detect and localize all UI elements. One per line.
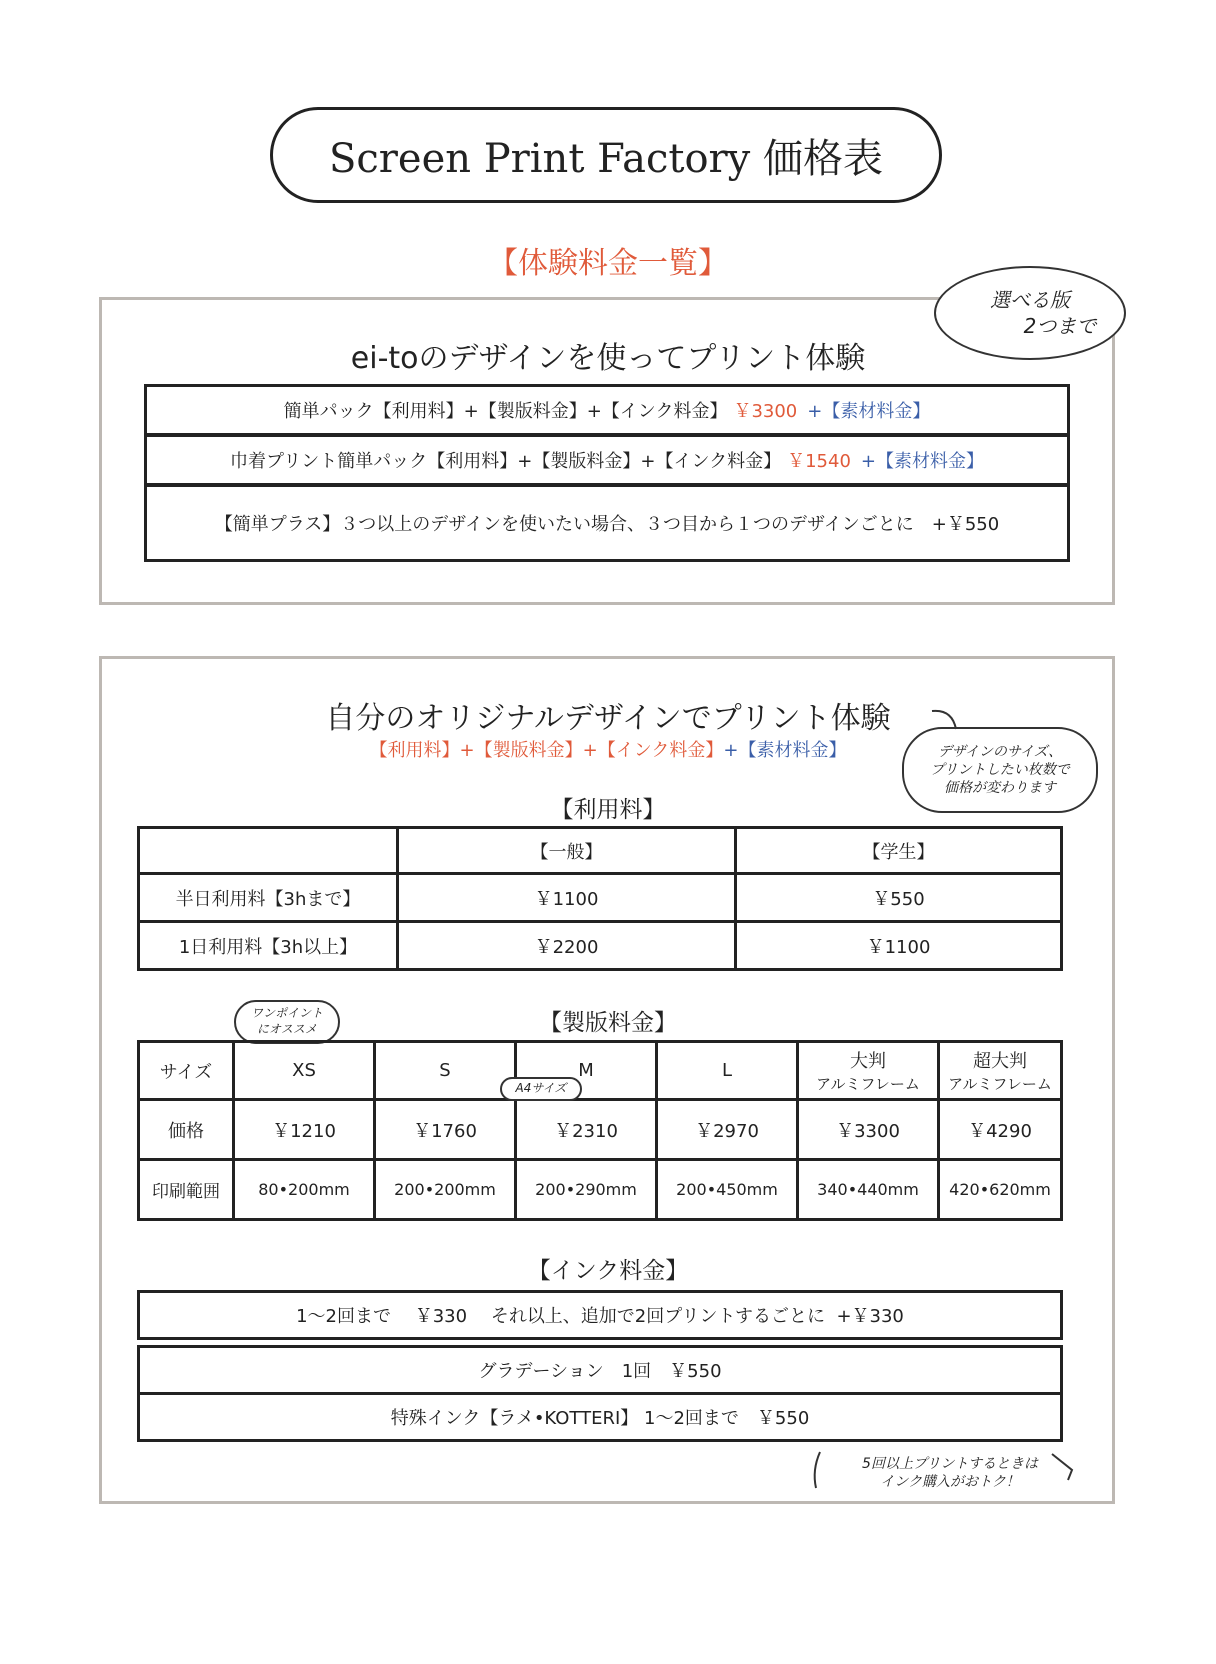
easy-pack-material: +【素材料金】 bbox=[807, 401, 931, 422]
note-select-plates-line2: 2つまで bbox=[1023, 314, 1097, 338]
note-price-varies-line2: プリントしたい枚数で bbox=[930, 761, 1070, 778]
plate-price-cell: ￥1210 bbox=[234, 1100, 375, 1160]
bubble-one-point bbox=[234, 1000, 340, 1044]
easy-plus-row bbox=[144, 484, 1070, 562]
ink-row-special bbox=[137, 1392, 1063, 1442]
usage-corner-cell bbox=[139, 828, 398, 874]
plate-heading: 【製版料金】 bbox=[539, 1010, 677, 1036]
plate-range-row bbox=[139, 1160, 1062, 1220]
panel1-heading: ei-toのデザインを使ってプリント体験 bbox=[350, 341, 866, 376]
plate-range-cell: 200•200mm bbox=[375, 1160, 516, 1220]
plate-range-cell: 200•450mm bbox=[657, 1160, 798, 1220]
plate-size-l: L bbox=[657, 1042, 798, 1100]
table-row bbox=[139, 922, 1062, 970]
plate-size-large-label: 大判 bbox=[850, 1051, 886, 1072]
plate-table bbox=[137, 1040, 1063, 1221]
usage-general-price: ￥2200 bbox=[398, 922, 736, 970]
usage-heading: 【利用料】 bbox=[550, 797, 666, 823]
note-arrow-icon bbox=[930, 707, 960, 733]
plate-size-large-sub: アルミフレーム bbox=[816, 1075, 920, 1093]
plate-size-m: M bbox=[516, 1042, 657, 1100]
easy-pack-label: 簡単パック【利用料】+【製版料金】+【インク料金】 bbox=[283, 401, 728, 422]
plate-range-cell: 80•200mm bbox=[234, 1160, 375, 1220]
ink-row-basic bbox=[137, 1290, 1063, 1340]
bubble-a4-size bbox=[500, 1077, 582, 1101]
plate-row-label: 印刷範囲 bbox=[139, 1160, 234, 1220]
kinchaku-pack-row bbox=[144, 434, 1070, 486]
panel2-formula-red: 【利用料】+【製版料金】+【インク料金】 bbox=[369, 740, 724, 761]
plate-range-cell: 200•290mm bbox=[516, 1160, 657, 1220]
plate-size-s: S bbox=[375, 1042, 516, 1100]
note-price-varies-line3: 価格が変わります bbox=[943, 780, 1056, 797]
usage-col-student: 【学生】 bbox=[736, 828, 1062, 874]
plate-row-label: 価格 bbox=[139, 1100, 234, 1160]
note-price-varies-line1: デザインのサイズ、 bbox=[937, 743, 1063, 760]
plate-row-label: サイズ bbox=[139, 1042, 234, 1100]
plate-size-xs: XS bbox=[234, 1042, 375, 1100]
usage-row-label: 半日利用料【3hまで】 bbox=[139, 874, 398, 922]
ink-row-gradation-text: グラデーション 1回 ￥550 bbox=[478, 1361, 722, 1382]
plate-size-xlarge bbox=[939, 1042, 1062, 1100]
usage-student-price: ￥1100 bbox=[736, 922, 1062, 970]
plate-range-cell: 340•440mm bbox=[798, 1160, 939, 1220]
plate-price-cell: ￥3300 bbox=[798, 1100, 939, 1160]
bubble-a4-size-text: A4サイズ bbox=[515, 1081, 567, 1096]
note-ink-purchase-line2: インク購入がおトク！ bbox=[880, 1474, 1020, 1491]
plate-size-row bbox=[139, 1042, 1062, 1100]
plate-size-large bbox=[798, 1042, 939, 1100]
usage-row-label: 1日利用料【3h以上】 bbox=[139, 922, 398, 970]
usage-general-price: ￥1100 bbox=[398, 874, 736, 922]
usage-header-row bbox=[139, 828, 1062, 874]
ink-row-basic-text: 1～2回まで ￥330 それ以上、追加で2回プリントするごとに +￥330 bbox=[296, 1306, 904, 1327]
plate-range-cell: 420•620mm bbox=[939, 1160, 1062, 1220]
ink-row-special-text: 特殊インク【ラメ•KOTTERI】 1～2回まで ￥550 bbox=[390, 1408, 810, 1429]
plate-size-xlarge-label: 超大判 bbox=[973, 1051, 1027, 1072]
page-title: Screen Print Factory 価格表 bbox=[270, 107, 942, 203]
usage-col-general: 【一般】 bbox=[398, 828, 736, 874]
plate-price-cell: ￥4290 bbox=[939, 1100, 1062, 1160]
plate-price-cell: ￥2310 bbox=[516, 1100, 657, 1160]
kinchaku-pack-material: +【素材料金】 bbox=[860, 451, 984, 472]
plate-price-cell: ￥1760 bbox=[375, 1100, 516, 1160]
plate-price-cell: ￥2970 bbox=[657, 1100, 798, 1160]
easy-pack-row bbox=[144, 384, 1070, 436]
usage-table bbox=[137, 826, 1063, 971]
table-row bbox=[139, 874, 1062, 922]
panel2-formula-blue: +【素材料金】 bbox=[723, 740, 847, 761]
easy-plus-label: 【簡単プラス】３つ以上のデザインを使いたい場合、３つ目から１つのデザインごとに +￥550 bbox=[214, 514, 1000, 535]
kinchaku-pack-price: ￥1540 bbox=[787, 451, 851, 472]
note-bracket-right-icon bbox=[1048, 1450, 1078, 1486]
note-select-plates-line1: 選べる版 bbox=[989, 288, 1070, 312]
note-ink-purchase-line1: 5回以上プリントするときは bbox=[862, 1456, 1038, 1472]
ink-row-gradation bbox=[137, 1345, 1063, 1395]
note-select-plates bbox=[934, 266, 1126, 360]
plate-size-xlarge-sub: アルミフレーム bbox=[948, 1075, 1052, 1093]
panel2-heading: 自分のオリジナルデザインでプリント体験 bbox=[325, 701, 891, 736]
kinchaku-pack-label: 巾着プリント簡単パック【利用料】+【製版料金】+【インク料金】 bbox=[230, 451, 782, 472]
ink-heading: 【インク料金】 bbox=[527, 1258, 689, 1284]
easy-pack-price: ￥3300 bbox=[733, 401, 798, 422]
note-ink-purchase bbox=[820, 1455, 1080, 1491]
bubble-one-point-text: ワンポイントにオススメ bbox=[250, 1006, 323, 1036]
note-bracket-left-icon bbox=[806, 1450, 826, 1490]
plate-price-row bbox=[139, 1100, 1062, 1160]
section-title: 【体験料金一覧】 bbox=[488, 246, 728, 281]
usage-student-price: ￥550 bbox=[736, 874, 1062, 922]
